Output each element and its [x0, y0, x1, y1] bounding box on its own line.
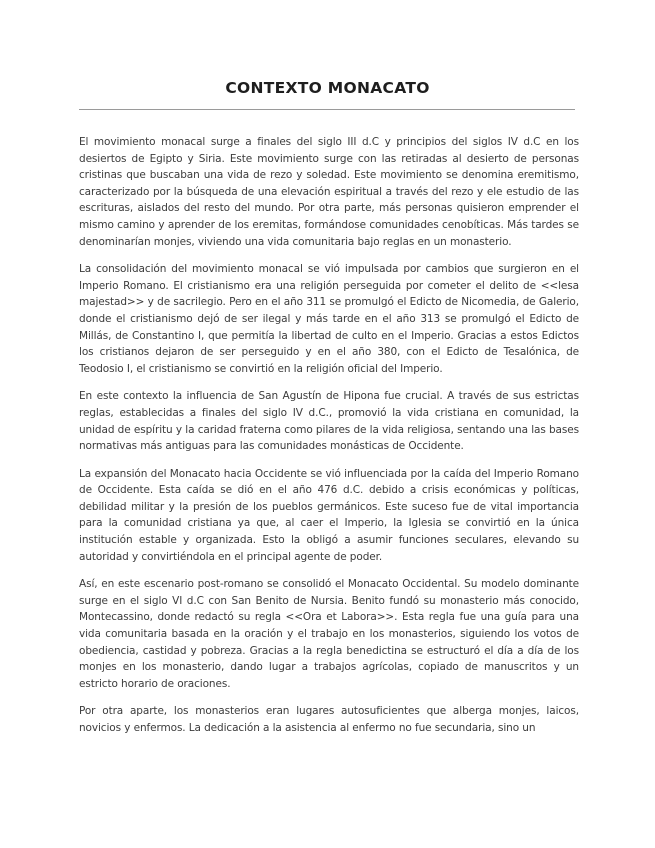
title-divider [79, 109, 575, 110]
paragraph-monasteries: Por otra aparte, los monasterios eran lugares autosuficientes que alberga monjes, laicos, novicios y enfermos. La dedicación a la asistencia al enfermo no fue secundaria, sino un [79, 705, 579, 734]
paragraph-san-agustin: En este contexto la influencia de San Agustín de Hipona fue crucial. A través de sus estrictas reglas, establecidas a finales del siglo IV d.C., promovió la vida cristiana en comunidad, la unidad de espíritu y la caridad fraterna como pilares de la vida religiosa, sentando una las bases normativas más antiguas para las comunidades monásticas de Occidente. [79, 390, 579, 453]
paragraph-expansion: La expansión del Monacato hacia Occidente se vió influenciada por la caída del Imperio Romano de Occidente. Esta caída se dió en el año 476 d.C. debido a crisis económicas y políticas, debilidad militar y la presión de los pueblos germánicos. Este suceso fue de vital importancia para la comunidad cristiana ya que, al caer el Imperio, la Iglesia se convirtió en la única institución estable y organizada. Esto la obligó a asumir funciones seculares, elevando su autoridad y convirtiéndola en el principal agente de poder. [79, 467, 579, 563]
paragraph-san-benito: Así, en este escenario post-romano se consolidó el Monacato Occidental. Su modelo dominante surge en el siglo VI d.C con San Benito de Nursia. Benito fundó su monasterio más conocido, Montecassino, donde redactó su regla <<Ora et Labora>>. Esta regla fue una guía para una vida comunitaria basada en la oración y el trabajo en los monasterios, siguiendo los votos de obediencia, castidad y pobreza. Gracias a la regla benedictina se estructuró el día a día de los monjes en los monasterio, dando lugar a trabajos agrícolas, copiado de manuscritos y un estricto horario de oraciones. [79, 578, 579, 690]
page-title: CONTEXTO MONACATO [225, 79, 430, 97]
paragraph-roman-empire: La consolidación del movimiento monacal se vió impulsada por cambios que surgieron en el Imperio Romano. El cristianismo era una religión perseguida por cometer el delito de <<lesa majestad>> y de sacrilegio. Pero en el año 311 se promulgó el Edicto de Nicomedia, de Galerio, donde el cristianismo dejó de ser ilegal y más tarde en el año 313 se promulgó el Edicto de Millás, de Constantino I, que permitía la libertad de culto en el Imperio. Gracias a estos Edictos los cristianos dejaron de ser perseguido y en el año 380, con el Edicto de Tesalónica, de Teodosio I, el cristianismo se convirtió en la religión oficial del Imperio. [79, 263, 579, 375]
document-body [79, 134, 579, 748]
paragraph-origins: El movimiento monacal surge a finales del siglo III d.C y principios del siglos IV d.C en los desiertos de Egipto y Siria. Este movimiento surge con las retiradas al desierto de personas cristinas que buscaban una vida de rezo y soledad. Este movimiento se denomina eremitismo, caracterizado por la búsqueda de una elevación espiritual a través del rezo y ele estudio de las escrituras, aislados del resto del mundo. Por otra parte, más personas quisieron emprender el mismo camino y aprender de los eremitas, formándose comunidades cenobíticas. Más tardes se denominarían monjes, viviendo una vida comunitaria bajo reglas en un monasterio. [79, 136, 579, 248]
